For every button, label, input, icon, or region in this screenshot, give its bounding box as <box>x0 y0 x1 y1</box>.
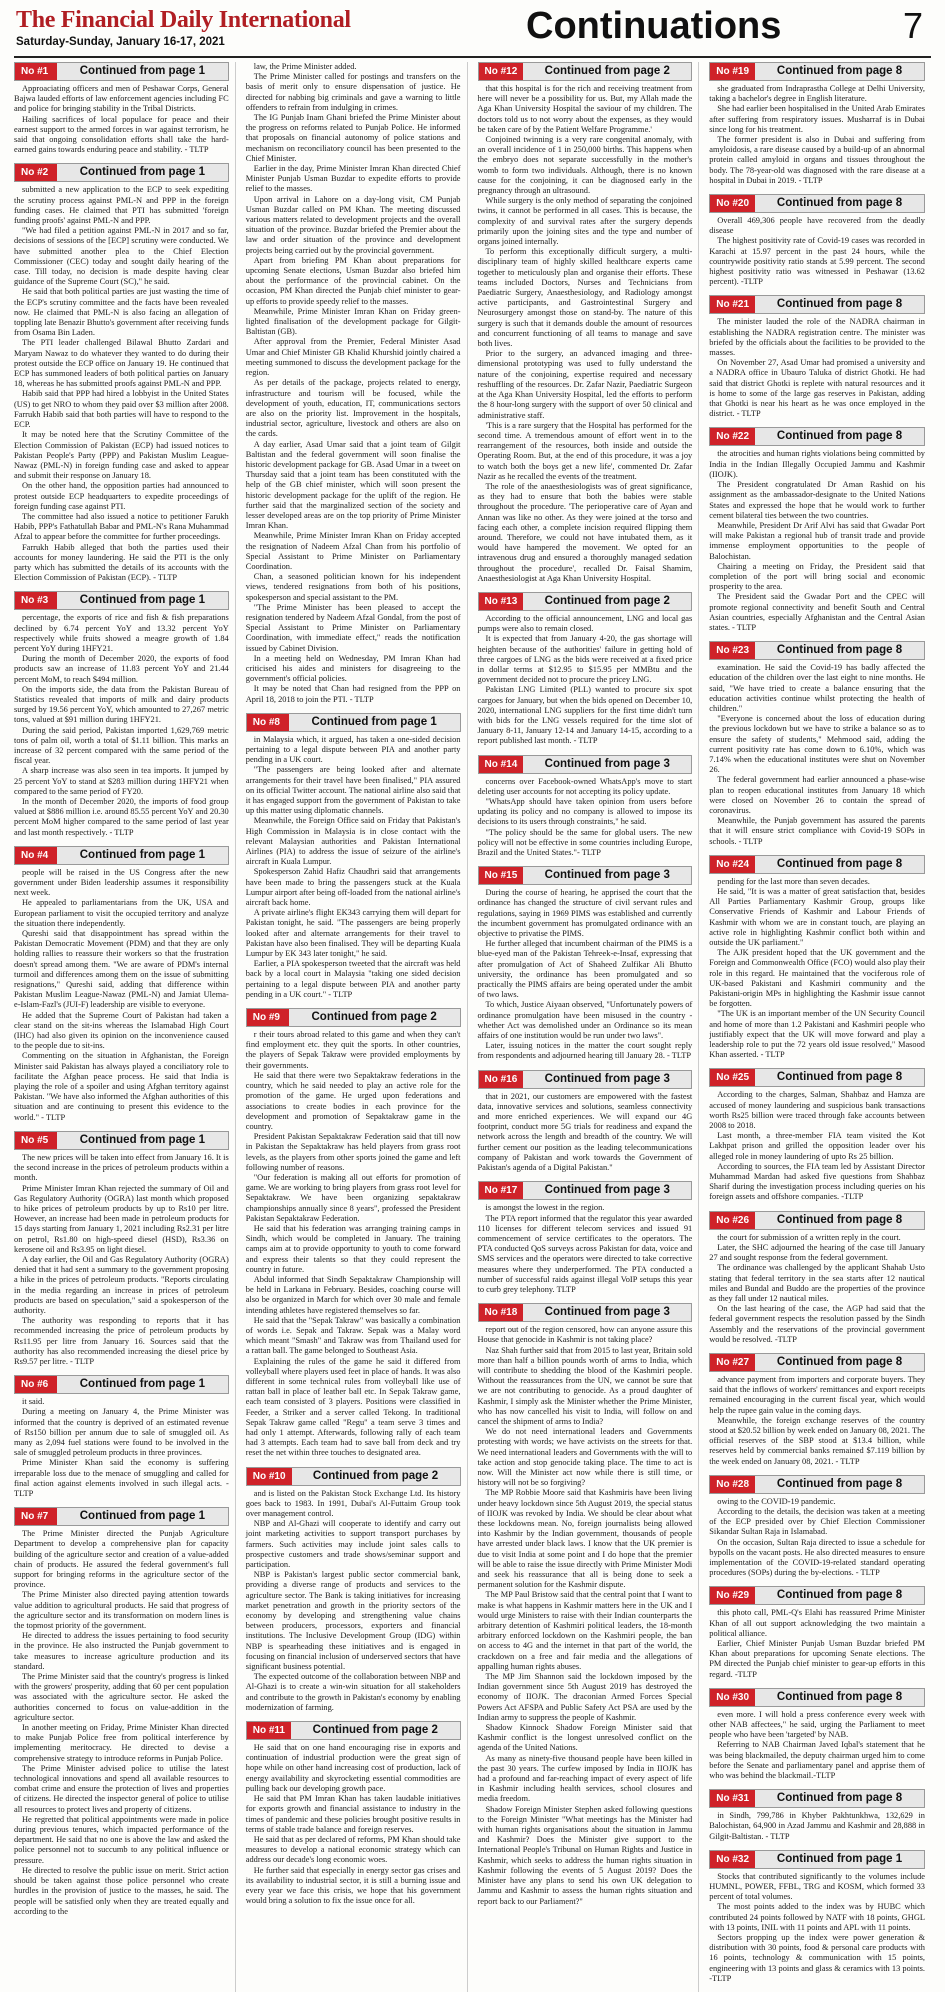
article-paragraph: The former president is also in Dubai and suffering from amyloidosis, a rare disease caused by a build-up of an abnormal protein called amyloid in organs and tissues throughout the body. The 78-year-old was diagnosed with the rare disease at a hospital in Dubai in 2019. - TLTP <box>709 135 925 185</box>
article-header <box>246 1721 461 1740</box>
article-header <box>14 1507 229 1526</box>
article-number-badge: No #22 <box>710 428 755 445</box>
article-paragraph: NBP is Pakistan's largest public sector commercial bank, providing a diverse range of products and services to the agriculture sector. The Bank is taking initiatives for increasing market penetration and growth in the priority sectors of the economy by developing and strengthening value chains between producers, processors, exporters and financial institutions. The Inclusive Development Group (IDG) within NBP is spearheading these initiatives and is engaged in focusing on financial inclusion of underserved sectors that have significant business potential. <box>245 1570 461 1672</box>
article-paragraph: He added that the Supreme Court of Pakistan had taken a clear stand on the sit-ins whereas the Islamabad High Court (IHC) had also given its opinion on the inconvenience caused to the people due to sit-ins. <box>14 1010 229 1051</box>
article-paragraph: The President said the Gwadar Port and the CPEC will promote regional connectivity and benefit South and Central Asian countries, especially Afghanistan and the Central Asian states. - TLTP <box>709 592 925 632</box>
article-paragraph: in Sindh, 799,786 in Khyber Pakhtunkhwa, 132,629 in Balochistan, 64,900 in Azad Jammu and Kashmir and 28,888 in Gilgit-Baltistan. - TLTP <box>709 1811 925 1841</box>
article-paragraph: it said. <box>22 1397 45 1407</box>
continued-article <box>478 866 693 1061</box>
article-header <box>14 62 229 81</box>
article-paragraph: On the occasion, Sultan Raja directed to issue a schedule for bypolls on the vacant posts. He also directed measures to ensure implementation of the COVID-19-related standard operating procedures (SOPs) during the by-elections. - TLTP <box>709 1537 925 1578</box>
article-paragraph: The MP Jim Shannon said the lockdown imposed by the Indian government since 5th August 2019 has destroyed the economy of IIOJK. The draconian Armed Forces Special Powers Act AFSPA and Public Safety Act PSA are used by the Indian army to suppress the people of Kashmir. <box>477 1672 693 1722</box>
article-paragraph: Meanwhile, President Dr Arif Alvi has said that Gwadar Port will make Pakistan a regional hub of transit trade and provide immense employment opportunities to the people of Balochistan. <box>709 520 925 561</box>
article-number-badge: No #1 <box>15 63 57 80</box>
article-paragraph: On the other hand, the opposition parties had announced to protest outside ECP headquarters to expedite proceedings of foreign funding case against PTI. <box>14 481 229 511</box>
article-headline: Continued from page 1 <box>79 848 205 861</box>
column-4 <box>709 62 931 1992</box>
article-paragraph: The IG Punjab Inam Ghani briefed the Prime Minister about the progress on reforms related to Punjab Police. He informed that proposals on financial autonomy of police stations and mechanism on reconciliatory council has been presented to the Chief Minister. <box>245 113 461 163</box>
article-number-badge: No #27 <box>710 1354 755 1371</box>
column-1 <box>14 62 236 1992</box>
article-paragraph: she graduated from Indraprastha College at Delhi University, taking a bachelor's degree in English literature. <box>709 84 925 104</box>
article-header <box>709 1586 925 1605</box>
article-paragraph: On the imports side, the data from the Pakistan Bureau of Statistics revealed that imports of milk and dairy products surged by 19.56 percent YoY, which amounted to 27,267 metric tons, valued at $91 million during 1HFY21. <box>14 684 229 725</box>
continued-article <box>478 1070 693 1174</box>
article-paragraph: He regretted that political appointments were made in police during previous tenures, which impacted performance of the department. He said that no one is above the law and asked the police personnel not to succumb to any political influence or pressure. <box>14 1814 229 1865</box>
article-paragraph: the atrocities and human rights violations being committed by India in the Indian Illegally Occupied Jammu and Kashmir (IIOJK). <box>709 449 925 479</box>
article-paragraph: He appealed to parliamentarians from the UK, USA and European parliament to visit the occupied territory and analyze the situation there independently. <box>14 898 229 928</box>
article-paragraph: "The passengers are being looked after and alternate arrangements for their travel have been finalised," PIA assured on its official Twitter account. The national airline also said that it has engaged support from the government of Pakistan to take up this matter using diplomatic channels. <box>245 765 461 816</box>
article-paragraph: pending for the last more than seven decades. <box>717 876 870 886</box>
article-paragraph: The AJK president hoped that the UK government and the Foreign and Commonwealth Office (FCO) would also play their role in this regard. He maintained that the vociferous role of UK-based Pakistani and Kashmiri community and the Pakistani-origin MPs in highlighting the Kashmir issue cannot be forgotten. <box>709 948 925 1009</box>
article-paragraph: The federal government had earlier announced a phase-wise plan to reopen educational institutes from January 18 which were closed on November 26 to contain the spread of coronavirus. <box>709 775 925 815</box>
masthead <box>14 0 931 58</box>
issue-date: Saturday-Sunday, January 16-17, 2021 <box>16 36 225 48</box>
article-paragraph: The Prime Minister advised police to utilise the latest technological innovations and spend all available resources to combat crime and ensure the protection of lives and properties of citizens. He directed the inspector general of police to utilise all resources to protect lives and property of citizens. <box>14 1763 229 1814</box>
article-paragraph: In a meeting held on Wednesday, PM Imran Khan had criticised his aides and ministers for disagreeing to the government's official policies. <box>245 653 461 684</box>
article-paragraph: that this hospital is for the rich and receiving treatment from here will never be a possibility for us. But, my Allah made the Aga Khan University Hospital the saviour of my children. The doctors told us to not worry about the expenses, as they would be taken care of by the Patient Welfare Programme.' <box>477 84 693 134</box>
article-headline: Continued from page 8 <box>776 430 903 443</box>
article-number-badge: No #5 <box>15 1132 57 1149</box>
article-paragraph: r their tours abroad related to this game and when they can't find employment etc. they quit the sports. In other countries, the players of Sepak Takraw were provided employments by their governments. <box>245 1030 461 1070</box>
article-paragraph: It may be noted that Chan had resigned from the PPP on April 18, 2018 to join the PTI. - TLTP <box>245 684 461 704</box>
article-paragraph: Earlier, Chief Minister Punjab Usman Buzdar briefed PM Khan about preparations for upcoming Senate elections. The PM directed the Punjab chief minister to gear-up efforts in this regard. -TLTP <box>709 1638 925 1679</box>
article-paragraph: Conjoined twinning is a very rare congenital anomaly, with an overall incidence of 1 in 250,000 births. This happens when the embryo does not separate successfully in the mother's womb to form two individuals. Although, there is no known cause for the conjoining, it can be diagnosed early in the pregnancy through an ultrasound. <box>477 135 693 196</box>
article-paragraph: Prime Minister Khan said the economy is suffering irreparable loss due to the menace of smuggling and called for final action against elements involved in such illegal acts. - TLTP <box>14 1458 229 1498</box>
continued-article <box>709 1850 925 1984</box>
article-paragraph: The Prime Minister also directed paying attention towards value addition to agricultural products. He said that progress of the agriculture sector and its transformation on modern lines is the topmost priority of the government. <box>14 1590 229 1631</box>
article-paragraph: Chairing a meeting on Friday, the President said that completion of the port will bring social and economic prosperity to the area. <box>709 561 925 592</box>
article-paragraph: During the course of hearing, he apprised the court that the ordinance has changed the structure of civil servant rules and regulations, saying in 1969 PIMS was established and currently the incumbent government has promulgated ordinance with an objective to privatise the PIMS. <box>477 888 693 939</box>
article-header <box>709 1211 925 1230</box>
article-header <box>709 1353 925 1372</box>
article-paragraph: Earlier, a PIA spokesperson tweeted that the aircraft was held back by a local court in Malaysia "taking one sided decision pertaining to a legal dispute between PIA and another party pending in a UK court." - TLTP <box>245 959 461 999</box>
article-number-badge: No #24 <box>710 856 755 873</box>
article-paragraph: It may be noted here that the Scrutiny Committee of the Election Commission of Pakistan (ECP) had issued notices to Pakistan People's Party (PPP) and Pakistan Muslim League-Nawaz (PML-N) in foreign funding case and asked to appear and submit their response on January 18. <box>14 430 229 481</box>
continued-article <box>14 1375 229 1499</box>
article-header <box>709 194 925 213</box>
continued-article <box>14 846 229 1123</box>
article-paragraph: According to sources, the FIA team led by Assistant Director Muhammad Mardan had asked five questions from Shahbaz Sharif during the investigation process including queries on his foreign assets and offshore companies. -TLTP <box>709 1161 925 1202</box>
article-paragraph: He said that the "Sepak Takraw" was basically a combination of words i.e. Sepak and Takraw. Sepak was a Malay word which meant "Smash" and Takraw was from Thailand used for a rattan ball. The game belonged to Southeast Asia. <box>245 1315 461 1356</box>
article-headline: Continued from page 2 <box>544 594 670 607</box>
article-paragraph: He said that both political parties are just wasting the time of the ECP's scrutiny committee and the facts have been revealed now. He claimed that PML-N is also facing an allegation of toppling late Benazir Bhutto's government after receiving funds from Osama Bin Laden. <box>14 287 229 338</box>
article-headline: Continued from page 3 <box>544 1184 670 1197</box>
article-header <box>14 846 229 865</box>
article-paragraph: this photo call, PML-Q's Elahi has reassured Prime Minister Khan of all out support acknowledging the two maintain a political alliance. <box>709 1608 925 1638</box>
article-number-badge: No #4 <box>15 847 57 864</box>
article-paragraph: He said that on one hand encouraging rise in exports and continuation of industrial production were the great sign of hope while on other hand increasing cost of production, lack of energy availability and skyrocketing essential commodities are pulling back our developing growth pace. <box>245 1743 461 1793</box>
article-header <box>246 1467 461 1486</box>
article-header <box>14 1375 229 1394</box>
article-paragraph: The minister lauded the role of the NADRA chairman in establishing the NADRA registration centre. The minister was briefed by the officials about the facilities to be provided to the masses. <box>709 317 925 358</box>
article-paragraph: Meanwhile, the Punjab government has assured the parents that it will ensure strict compliance with Covid-19 SOPs in schools. - TLTP <box>709 816 925 846</box>
article-paragraph: While surgery is the only method of separating the conjoined twins, it cannot be performed in all cases. This is because, the complexity of and survival rates after the surgery depends primarily upon the joining sites and the type and number of organs joined internally. <box>477 196 693 247</box>
article-paragraph: He directed to address the issues pertaining to food security in the province. He also instructed the Punjab government to take measures to increase agriculture production and its standard. <box>14 1631 229 1671</box>
continued-article <box>246 1008 461 1459</box>
article-headline: Continued from page 3 <box>544 869 670 882</box>
article-paragraph: She had earlier been hospitalised in the United Arab Emirates after suffering from respiratory issues. Musharraf is in Dubai since long for his treatment. <box>709 104 925 134</box>
continued-article <box>14 163 229 583</box>
article-headline: Continued from page 1 <box>776 1852 903 1865</box>
article-paragraph: According to the official announcement, LNG and local gas pumps were also to remain closed. <box>477 613 693 634</box>
article-paragraph: law, the Prime Minister added. <box>253 62 357 71</box>
article-paragraph: He said that there were two Sepaktakraw federations in the country, which he said needed to play an active role for the promotion of the game. He urged upon federations and associations to create bodies in each province for the development and promotion of Sepaktakraw game in the country. <box>245 1070 461 1131</box>
continued-article <box>709 1475 925 1579</box>
article-number-badge: No #21 <box>710 296 755 313</box>
article-paragraph: The highest positivity rate of Covid-19 cases was recorded in Karachi at 15.97 percent in the past 24 hours, while the countrywide positivity ratio stands at 5.99 percent. The second highest positivity ratio was witnessed in Peshawar (13.62 percent). -TLTP <box>709 236 925 287</box>
article-paragraph: advance payment from importers and corporate buyers. They said that the inflows of workers' remittances and export receipts remained encouraging in the current fiscal year, which would help the rupee gain value in the coming days. <box>709 1374 925 1415</box>
column-2 <box>246 62 468 1992</box>
article-paragraph: He said that as per declared of reforms, PM Khan should take measures to develop a national economic strategy which can address our decade's long economic woes. <box>245 1834 461 1865</box>
continued-article <box>709 62 925 186</box>
article-paragraph: Last month, a three-member FIA team visited the Kot Lakhpat prison and grilled the opposition leader over his alleged role in money laundering of upto Rs 25 billion. <box>709 1131 925 1161</box>
article-header <box>478 1303 693 1322</box>
article-header <box>14 163 229 182</box>
article-headline: Continued from page 1 <box>79 1510 205 1523</box>
article-paragraph: 'This is a rare surgery that the Hospital has performed for the second time. A tremendous amount of effort went in to the rearrangement of the resources, both inside and outside the Operating Room. But, at the end of this procedure, it was a joy to watch both the boys get a new life', commented Dr. Zafar Nazir as he recalled the events of the treatment. <box>477 420 693 481</box>
article-paragraph: Pakistan LNG Limited (PLL) wanted to procure six spot cargoes for January, but when the bids opened on December 10, 2020, international LNG suppliers for the first time didn't turn with bids for the LNG vessels required for the time slot of January 8-11, January 12-14 and January 14-15, according to a report published last month. - TLTP <box>477 685 693 746</box>
article-number-badge: No #7 <box>15 1508 57 1525</box>
article-paragraph: During the said period, Pakistan imported 1,629,769 metric tons of palm oil, worth a total of $1.11 billion. This marks an increase of 32 percent compared with the same period of the fiscal year. <box>14 725 229 766</box>
article-headline: Continued from page 8 <box>776 1690 903 1703</box>
article-number-badge: No #9 <box>247 1009 289 1026</box>
article-paragraph: Later, issuing notices in the matter the court sought reply from respondents and adjourned hearing till January 28. - TLTP <box>477 1041 693 1061</box>
article-paragraph: "We had filed a petition against PML-N in 2017 and so far, decisions of sessions of the [ECP] scrutiny were conducted. We have submitted another plea to the Chief Election Commissioner (CEC) today and sought daily hearing of the case. Till today, no decision is made despite having clear guidance of the Supreme Court (SC)," he said. <box>14 226 229 287</box>
article-paragraph: Chan, a seasoned politician known for his independent views, tendered resignations from both of his positions, spokesperson and special assistant to the PM. <box>245 572 461 602</box>
article-number-badge: No #8 <box>247 714 289 731</box>
article-paragraph: Referring to NAB Chairman Javed Iqbal's statement that he was being blackmailed, the deputy chairman urged him to come before the Senate and parliamentary panel and apprise them of who was behind the blackmail.-TLTP <box>709 1740 925 1781</box>
article-paragraph: According to the charges, Salman, Shahbaz and Hamza are accused of money laundering and suspicious bank transactions worth Rs25 billion were traced through fake accounts between 2008 to 2018. <box>709 1090 925 1131</box>
article-paragraph: The ordinance was challenged by the applicant Shahab Usto stating that federal territory in the sea starts after 12 nautical miles and Bundal and Buddo are the properties of the province as they fall under 12 nautical miles. <box>709 1263 925 1303</box>
article-paragraph: concerns over Facebook-owned WhatsApp's move to start deleting user accounts for not accepting its policy update. <box>477 776 693 796</box>
article-header <box>709 1850 925 1869</box>
article-paragraph: Apart from briefing PM Khan about preparations for upcoming Senate elections, Usman Buzdar also briefed him about the performance of the provincial cabinet. On the occasion, PM Khan directed the Punjab chief minister to gear-up efforts to provide speedy relief to the masses. <box>245 255 461 306</box>
article-paragraph: A day earlier, Asad Umar said that a joint team of Gilgit Baltistan and the federal government will soon finalise the historic development package for GB. Asad Umar in a tweet on Thursday said that a joint team has been constituted with the help of the GB chief minister, which will soon present the historic development package for the uplift of the region. He further said that the marginalized section of the society and lesser developed areas are on the top priority of Prime Minister Imran Khan. <box>245 439 461 531</box>
article-headline: Continued from page 2 <box>312 1469 439 1482</box>
article-paragraph: The authority was responding to reports that it has recommended increasing the price of petroleum products by Rs11.95 per litre from January 16. Sources said that the authority has also recommended increasing the diesel price by Rs9.57 per litre. - TLTP <box>14 1316 229 1366</box>
article-headline: Continued from page 8 <box>776 1355 903 1368</box>
article-headline: Continued from page 8 <box>776 298 903 311</box>
continued-article <box>709 1789 925 1842</box>
continued-article <box>709 1211 925 1345</box>
article-header <box>478 62 693 81</box>
continued-article <box>478 755 693 859</box>
article-paragraph: He further said that especially in energy sector gas crises and its availability to industrial sector, it is still a burning issue and every year we face this crisis, we hope that his government would bring a solution to fix the issue once for all. <box>245 1865 461 1906</box>
article-paragraph: the court for submission of a written reply in the court. <box>717 1232 901 1242</box>
continued-article <box>709 1586 925 1679</box>
article-paragraph: The PTI leader challenged Bilawal Bhutto Zardari and Maryam Nawaz to do whatever they wanted to do during their protest outside the ECP office on January 19. He continued that ECP has summoned leaders of both political parties on January 18, whereas he has submitted proofs against PML-N and PPP. <box>14 338 229 389</box>
article-number-badge: No #16 <box>479 1071 524 1088</box>
article-number-badge: No #12 <box>479 63 524 80</box>
article-paragraph: The Prime Minister said that the country's progress is linked with the growers' prosperity, adding that 60 per cent population was associated with the agriculture sector. He asked the authorities concerned to focus on value-addition in the agriculture sector. <box>14 1672 229 1722</box>
article-paragraph: We do not need international leaders and Governments protesting with words; we have activists on the streets for that. We need international leaders and Governments with the will to take action and stop genocide taking place. The time to act is now. Will the Minister act now while there is still time, or history will not be so forgiving? <box>477 1427 693 1488</box>
article-paragraph: is amongst the lowest in the region. <box>485 1203 605 1213</box>
article-number-badge: No #25 <box>710 1069 755 1086</box>
article-paragraph: Habib said that PPP had hired a lobbyist in the United States (US) to get NRO to whom they paid over $3 million after 2008. Farrukh Habib said that both parties will have to respond to the ECP. <box>14 389 229 430</box>
article-headline: Continued from page 2 <box>312 1724 438 1737</box>
article-paragraph: Stocks that contributed significantly to the volumes include HUMNL, POWER, FFBL, TRG and KOSM, which formed 33 percent of total volumes. <box>709 1871 925 1902</box>
article-paragraph: President Pakistan Sepaktakraw Federation said that till now in Pakistan the Sepaktakraw has held players from grass root levels, as the players from other sports joined the game and left following number of reasons. <box>245 1132 461 1172</box>
article-paragraph: After approval from the Premier, Federal Minister Asad Umar and Chief Minister GB Khalid Khurshid jointly chaired a meeting summoned to discuss the development package for the region. <box>245 337 461 378</box>
article-paragraph: Qureshi said that disappointment has spread within the Pakistan Democratic Movement (PDM) and that they are only holding rallies to reassure their workers so that the frustration doesn't spread among them. "We are aware of PDM's internal turmoil and differences among them on the issue of submitting resignations," Qureshi said, adding that difference within Pakistan Muslim League-Nawaz (PML-N) and Jamiat Ulema-e-Islam-Fazl's (JUI-F) leadership are visible to everyone. <box>14 929 229 1010</box>
article-header <box>709 641 925 660</box>
article-paragraph: During the month of December 2020, the exports of food products saw an increase of 11.83 percent YoY and 21.44 percent MoM, to reach $494 million. <box>14 654 229 684</box>
article-headline: Continued from page 8 <box>776 197 903 210</box>
article-paragraph: Shadow Kinnock Shadow Foreign Minister said that Kashmir conflict is the longest unresolved conflict on the agenda of the United Nations. <box>477 1723 693 1753</box>
article-paragraph: The expected outcome of the collaboration between NBP and Al-Ghazi is to create a win-win situation for all stakeholders and contribute to the growth in Pakistan's economy by enabling modernization of farming. <box>245 1672 461 1712</box>
article-paragraph: even more. I will hold a press conference every week with other NAB affectees," he said, urging the Parliament to meet people who have been 'targeted' by NAB. <box>709 1709 925 1740</box>
article-headline: Continued from page 8 <box>776 1071 903 1084</box>
article-header <box>709 1068 925 1087</box>
article-paragraph: A day earlier, the Oil and Gas Regulatory Authority (OGRA) denied that it had sent a summary to the government proposing a hike in the prices of petroleum products. "Reports circulating in the media regarding an increase in prices of petroleum products are based on speculation," said a spokesperson of the authority. <box>14 1254 229 1315</box>
article-paragraph: report out of the region censored, how can anyone assure this House that genocide in Kashmir is not taking place? <box>477 1325 693 1345</box>
article-paragraph: and is listed on the Pakistan Stock Exchange Ltd. Its history goes back to 1983. In 1991, Dubai's Al-Futtaim Group took over management control. <box>245 1488 461 1519</box>
continued-article <box>14 591 229 837</box>
article-paragraph: The Prime Minister directed the Punjab Agriculture Department to develop a comprehensive plan for capacity building of the agriculture sector and creation of a value-added chain of products. He assured the federal government's full support for bringing reforms in the agriculture sector of the province. <box>14 1529 229 1590</box>
article-paragraph: Shadow Foreign Minister Stephen asked following questions to the Foreign Minister "What meetings has the Minister had with human rights organisations about the situation in Jammu and Kashmir? Does the Minister give support to the International People's Tribunal on Human Rights and Justice in Kashmir, which seeks to address the human rights situation in Kashmir following the events of 5 August 2019? Does the Minister have any plans to send his own UK delegation to Jammu and Kashmir to assess the human rights situation and report back to our Parliament?" <box>477 1804 693 1906</box>
article-paragraph: The committee had also issued a notice to petitioner Farukh Habib, PPP's Fathatullah Babar and PML-N's Rana Muhammad Afzal to appear before the committee for further proceedings. <box>14 511 229 542</box>
article-header <box>709 855 925 874</box>
article-paragraph: people will be raised in the US Congress after the new government under Biden leadership assumes it responsibility next week. <box>14 867 229 898</box>
article-header <box>478 755 693 774</box>
article-headline: Continued from page 8 <box>776 1213 903 1226</box>
continued-article <box>709 427 925 633</box>
article-paragraph: examination. He said the Covid-19 has badly affected the education of the children over the last eight to nine months. He said, "We have tried to create a balance ensuring that the education activities continue whilst protecting the health of children." <box>709 663 925 713</box>
continued-article <box>478 1303 693 1907</box>
article-paragraph: Upon arrival in Lahore on a day-long visit, CM Punjab Usman Buzdar called on PM Khan. The meeting discussed various matters related to development projects and the overall situation of the province. Buzdar briefed the Premier about the law and order situation of the province and development projects being carried out by the provincial government. <box>245 194 461 255</box>
article-paragraph: Naz Shah further said that from 2015 to last year, Britain sold more than half a billion pounds worth of arms to India, which will contribute to shedding the blood of the Kashmiri people. Without the reassurances from the UN, we cannot be sure that we are not contributing to genocide. As a proud daughter of Kashmir, I simply ask the Minister whether the Prime Minister, who has now cancelled his visit to India, will follow on and cancel the shipment of arms to India? <box>477 1345 693 1426</box>
article-number-badge: No #6 <box>15 1376 57 1393</box>
article-paragraph: A sharp increase was also seen in tea imports. It jumped by 25 percent YoY to stand at $283 million during 1HFY21 when compared to the same period of FY20. <box>14 766 229 796</box>
paper-name: The Financial Daily International <box>16 7 351 33</box>
continued-article <box>709 1353 925 1467</box>
article-paragraph: The Prime Minister called for postings and transfers on the basis of merit only to ensure dispensation of justice. He directed for nabbing big criminals and gave a warning to little offenders to refrain from indulging in crimes. <box>245 72 461 112</box>
article-number-badge: No #19 <box>710 63 755 80</box>
article-paragraph: "The Prime Minister has been pleased to accept the resignation tendered by Nadeem Afzal Gondal, from the post of Special Assistant to Prime Minister on Parliamentary Coordination, with immediate effect," reads the notification issued by Cabinet Division. <box>245 602 461 653</box>
article-paragraph: He said that PM Imran Khan has taken laudable initiatives for exports growth and financial assistance to industry in the times of pandemic and these policies brought positive results in terms of stable trade balance and foreign reserves. <box>245 1794 461 1834</box>
article-paragraph: "WhatsApp should have taken opinion from users before updating its policy and no company is allowed to impose its decisions to its users through constraints," he said. <box>477 797 693 827</box>
continued-article <box>709 194 925 287</box>
article-paragraph: The MP Robbie Moore said that Kashmiris have been living under heavy lockdown since 5th August 2019, the special status of IIOJK was revoked by India. We should be clear about what these lockdowns mean. No, foreign journalists being allowed into Kashmir by the Indian government, thousands of people have arrested under black laws. I know that the UK premier is due to visit India at some point and I do hope that the premier will be able to raise the issue directly with Prime Minister Modi and seek his reassurance that all is being done to seek a permanent solution for the Kashmir dispute. <box>477 1488 693 1590</box>
article-headline: Continued from page 3 <box>544 1306 670 1319</box>
article-paragraph: Commenting on the situation in Afghanistan, the Foreign Minister said Pakistan has always played a conciliatory role to facilitate the Afghan peace process. He said that India is playing the role of a spoiler and using Afghan territory against Pakistan. "We have also informed the Afghan authorities of this situation and are continuing to present this evidence to the world." - TLTP <box>14 1051 229 1122</box>
article-paragraph: Meanwhile, the foreign exchange reserves of the country stood at $20.52 billion by week ended on January 08, 2021. The official reserves of the SBP stood at $13.4 billion, while reserves held by commercial banks remained $7.119 billion by the week ended on January 08, 2021. - TLTP <box>709 1415 925 1466</box>
article-header <box>709 62 925 81</box>
article-number-badge: No #18 <box>479 1304 524 1321</box>
article-paragraph: Explaining the rules of the game he said it differed from volleyball where players used feet in place of hands. It was also different in some technical rules from volleyball like use of rattan ball in place of leather ball etc. In Sepak Takraw game, each team consisted of 3 players. Positions were classified in Feeder, a Striker and a server called Tekong. In traditional Sepak Takraw game called "Regu" a team serve 3 times and had only 1 attempt. Afterwards, following rally of each team had 3 attempts. Each team had to save ball from deck and try reset the net within three touches to designated area. <box>245 1356 461 1458</box>
continued-article <box>478 62 693 584</box>
article-columns <box>14 62 931 1983</box>
article-paragraph: Spokesperson Zahid Hafiz Chaudhri said that arrangements have been made to bring the passengers stuck at the Kuala Lumpur airport after being off-loaded from the national airline's aircraft back home. <box>245 867 461 908</box>
continued-article <box>14 62 229 155</box>
article-header <box>246 1008 461 1027</box>
article-number-badge: No #3 <box>15 592 57 609</box>
article-headline: Continued from page 1 <box>79 166 205 179</box>
continued-article <box>709 1068 925 1202</box>
article-paragraph: According to the details, the decision was taken at a meeting of the ECP presided over by Chief Election Commissioner Sikandar Sultan Raja in Islamabad. <box>709 1506 925 1537</box>
article-header <box>14 591 229 610</box>
article-header <box>478 1181 693 1200</box>
continued-article <box>246 1721 461 1906</box>
article-paragraph: On the last hearing of the case, the AGP had said that the federal government respects the resolution passed by the Sindh Assembly and the reservations of the provincial government would be resolved. -TLTP <box>709 1304 925 1344</box>
continued-article <box>709 641 925 847</box>
article-headline: Continued from page 8 <box>776 1477 903 1490</box>
article-paragraph: Meanwhile, Prime Minister Imran Khan on Friday green-lighted finalisation of the development package for Gilgit-Baltistan (GB). <box>245 306 461 337</box>
article-paragraph: Hailing sacrifices of local populace for peace and their earnest support to the armed forces in war against terrorism, he said that ongoing consolidation efforts shall take the hard-earned gains towards enduring peace and stability. - TLTP <box>14 114 229 155</box>
article-paragraph: "The policy should be the same for global users. The new policy will not be effective in some countries including Europe, Brazil and the United States."- TLTP <box>477 827 693 858</box>
article-paragraph: Meanwhile, the Foreign Office said on Friday that Pakistan's High Commission in Malaysia is in close contact with the relevant Malaysian authorities and Pakistan International Airlines (PIA) to address the issue of seizure of the airline's aircraft in Kuala Lumpur. <box>245 816 461 867</box>
continued-article <box>478 1181 693 1295</box>
article-paragraph: The President congratulated Dr Aman Rashid on his assignment as the ambassador-designate to the United Nations States and expressed the hope that he would work to further cement bilateral ties between the two countries. <box>709 480 925 520</box>
article-paragraph: On November 27, Asad Umar had promised a university and a NADRA office in Ubauro Taluka of district Ghotki. He had said that district Ghotki is replete with natural resources and it is home to some of the large gas reserves in Pakistan, adding that Ghotki is near his heart as he was once employed in the district. - TLTP <box>709 358 925 419</box>
article-headline: Continued from page 8 <box>776 857 903 870</box>
article-header <box>478 866 693 885</box>
article-header <box>709 427 925 446</box>
article-paragraph: "Everyone is concerned about the loss of education during the previous lockdown but we have to strike a balance so as to ensure the safety of students," Mehmood said, adding the current positivity rate has come down to 6.10%, which was 7.14% when the educational institutes were shut on November 26. <box>709 714 925 775</box>
article-paragraph: A private airline's flight EK343 carrying them will depart for Pakistan tonight, he said. "The passengers are being properly looked after and alternate arrangements for their travel to Pakistan have also been finalised. They will be departing Kuala Lumpur by EK 343 later tonight," he said. <box>245 908 461 959</box>
article-number-badge: No #10 <box>247 1468 292 1485</box>
article-paragraph: The new prices will be taken into effect from January 16. It is the second increase in the prices of petroleum products within a month. <box>14 1152 229 1183</box>
article-header <box>709 1475 925 1494</box>
article-paragraph: It is expected that from January 4-20, the gas shortage will heighten because of the authorities' failure in getting hold of three cargoes of LNG as the bids were received at a fixed price in dollar terms at $12.95 to $15.95 per MMBtu and the government decided not to procure the pricey LNG. <box>477 634 693 685</box>
article-paragraph: The role of the anaesthesiologists was of great significance, as they had to ensure that both the babies were stable throughout the procedure. 'The perioperative care of Ayan and Annan was like no other. As they were joined at the torso and facing each other, a complete incision required flipping them around. Therefore, we could not have intubated them, as it would have hampered the movement. We opted for an intravenous drug and ensured a thoroughly managed sedation throughout the procedure', recalled Dr. Faisal Shamim, Anaesthesiologist at Aga Khan University Hospital. <box>477 481 693 583</box>
article-paragraph: The PTA report informed that the regulator this year awarded 110 licenses for different telecom services and issued 91 commencement of service certificates to the operators. The PTA conducted QoS surveys across Pakistan for data, voice and SMS services and the operators were directed to take corrective measures where they underperformed. The PTA conducted a number of successful raids against illegal VoIP setups this year to curb grey telephony. TLTP <box>477 1213 693 1294</box>
article-number-badge: No #11 <box>247 1722 291 1739</box>
article-number-badge: No #30 <box>710 1689 755 1706</box>
article-paragraph: Later, the SHC adjourned the hearing of the case till January 27 and sought response from the federal government. <box>709 1242 925 1263</box>
continued-article <box>246 62 461 705</box>
article-paragraph: He said that his federation was arranging training camps in Sindh, which would be completed in January. The training camps aim at to provide opportunity to youth to come forward and express their talents so that they could represent the country in future. <box>245 1223 461 1274</box>
article-number-badge: No #23 <box>710 642 755 659</box>
continued-article <box>709 1688 925 1781</box>
article-paragraph: Approaciating officers and men of Peshawar Corps, General Bajwa lauded efforts of law enforcement agencies including FC and police for bringing stability in the Tribal Districts. <box>14 84 229 114</box>
article-paragraph: The MP Paul Bristow said that the central point that I want to make is what happens in Kashmir matters here in the UK and I would urge Ministers to raise with their Indian counterparts the arbitrary detention of Kashmiri political leaders, the 18-month arbitrary enforced lockdown on the Kashmiri people, the ban on access to 4G and the internet in that part of the world, the crackdown on a free and fair media and the allegations of appalling human rights abuses. <box>477 1590 693 1671</box>
article-headline: Continued from page 1 <box>79 594 205 607</box>
article-paragraph: "The UK is an important member of the UN Security Council and home of more than 1.2 Pakistani and Kashmiri people who justifiably expect that the UK will move forward and play a leadership role to put the 72 years old issue resolved," Masood Khan asserted. - TLTP <box>709 1009 925 1060</box>
article-headline: Continued from page 1 <box>79 1378 205 1391</box>
article-number-badge: No #14 <box>479 756 524 773</box>
article-paragraph: He directed to resolve the public issue on merit. Strict action should be taken against those police personnel who create hurdles in the provision of justice to the masses, he said. The people will be satisfied only when they are treated equally and according to the <box>14 1865 229 1916</box>
article-paragraph: owing to the COVID-19 pandemic. <box>717 1496 836 1506</box>
article-paragraph: To which, Justice Aiyaan observed, "Unfortunately powers of ordinance promulgation have been misused in the country - whether Act was demolished under an Ordinance so its mean affairs of one institution would be run under two laws". <box>477 1000 693 1041</box>
article-header <box>709 1688 925 1707</box>
brand-block <box>16 8 351 48</box>
article-paragraph: Abdul informed that Sindh Sepaktakraw Championship will be held in Larkana in February. Besides, coaching course will also be organized in March for which over 30 male and female intending athletes have registered themselves so far. <box>245 1274 461 1315</box>
article-paragraph: He further alleged that incumbent chairman of the PIMS is a blue-eyed man of the Pakistan Tehreek-e-Insaf, expressing that after promulgation of Act of Shaheed Zulfikar Ali Bhutto university, the ordinance has been promulgated and so practically the PIMS affairs are being operated under the ambit of two laws. <box>477 939 693 1000</box>
article-number-badge: No #17 <box>479 1182 524 1199</box>
article-paragraph: In the month of December 2020, the imports of food group valued at $886 million i.e. around 85.55 percent YoY and 20.30 percent MoM higher compared to the same period of last year and last month respectively. - TLTP <box>14 797 229 837</box>
article-paragraph: NBP and Al-Ghazi will cooperate to identify and carry out joint marketing activities to support transport purchases by farmers. Such activities may include joint sales calls to prospective customers and trade shows/seminar support and participation. <box>245 1519 461 1570</box>
continued-article <box>709 855 925 1061</box>
article-paragraph: "Our federation is making all out efforts for promotion of game. We are working to bring players from grass root level for Sepaktakraw. We have been organizing sepaktakraw championships annually since 8 years", professed the President Pakistan Sepaktakraw Federation. <box>245 1172 461 1223</box>
article-paragraph: In another meeting on Friday, Prime Minister Khan directed to make Punjab Police free from political interference by implementing meritocracy. He directed to devise a comprehensive strategy to introduce reforms in Punjab Police. <box>14 1723 229 1763</box>
article-header <box>709 1789 925 1808</box>
article-headline: Continued from page 1 <box>79 65 205 77</box>
article-paragraph: To perform this exceptionally difficult surgery, a multi-disciplinary team of highly skilled healthcare experts came together to meticulously plan and organise their efforts. These teams included Doctors, Nurses and Technicians from Paediatric Surgery, Anaesthesiology, and Radiology amongst active participants, and Gastrointestinal Surgery and Neurosurgery amongst those on stand-by. The nature of this surgery is such that it demands double the amount of resources and concurrent functioning of all teams to manage and save both lives. <box>477 247 693 349</box>
continued-article <box>709 295 925 419</box>
article-paragraph: Earlier in the day, Prime Minister Imran Khan directed Chief Minister Punjab Usman Buzdar to expedite efforts to provide relief to the masses. <box>245 164 461 194</box>
article-header <box>478 1070 693 1089</box>
article-number-badge: No #31 <box>710 1790 755 1807</box>
article-paragraph: As many as ninety-five thousand people have been killed in the past 30 years. The curfew imposed by India in IIOJK has had a profound and far-reaching impact of every aspect of life in Kashmir including health services, school closures and media freedom. <box>477 1753 693 1804</box>
article-paragraph: As per details of the package, projects related to energy, infrastructure and tourism will be focused, while the development of youth, education, IT, communications sectors are also on the priority list. Improvement in the hospitals, industrial sector, agriculture, livestock and others are also on the cards. <box>245 378 461 439</box>
article-paragraph: Prior to the surgery, an advanced imaging and three-dimensional prototyping was used to fully understand the nature of the conjoining, expertise required and necessary reshuffling of the resources. Dr. Zafar Nazir, Paediatric Surgeon at the Aga Khan University Hospital, led the efforts to perform the 8 hour-long surgery with the support of over 50 clinical and administrative staff. <box>477 349 693 420</box>
article-headline: Continued from page 2 <box>544 65 670 77</box>
column-3 <box>478 62 700 1992</box>
article-paragraph: in Malaysia which, it argued, has taken a one-sided decision pertaining to a legal dispute between PIA and another party pending in a UK court. <box>245 734 461 765</box>
article-number-badge: No #15 <box>479 867 524 884</box>
continued-article <box>246 713 461 1000</box>
section-title: Continuations <box>526 5 782 47</box>
article-number-badge: No #32 <box>710 1851 755 1868</box>
article-headline: Continued from page 1 <box>79 1133 205 1146</box>
article-header <box>246 713 461 732</box>
article-paragraph: Sectors propping up the index were power generation & distribution with 30 points, food & personal care products with 16 points, technology & communication with 15 points, engineering with 13 points and glass & ceramics with 13 points. -TLTP <box>709 1933 925 1983</box>
article-paragraph: The most points added to the index was by HUBC which contributed 24 points followed by NATF with 18 points, GHGL with 13 points, INIL with 11 points and APL with 11 points. <box>709 1902 925 1932</box>
article-header <box>709 295 925 314</box>
continued-article <box>478 592 693 747</box>
article-number-badge: No #28 <box>710 1476 755 1493</box>
article-paragraph: percentage, the exports of rice and fish & fish preparations declined by 6.74 percent YoY and 13.32 percent YoY respectively while fruits showed a meagre growth of 1.84 percent YoY during 1HFY21. <box>14 613 229 653</box>
page-number: 7 <box>902 5 923 46</box>
article-headline: Continued from page 1 <box>311 715 437 728</box>
article-number-badge: No #20 <box>710 195 755 212</box>
article-headline: Continued from page 3 <box>544 757 670 770</box>
article-paragraph: that in 2021, our customers are empowered with the fastest data, innovative services and solutions, seamless connectivity and more enriched experiences. We will expand our 4G footprint, conduct more 5G trials for readiness and expand the network across the length and breadth of the country. We will further cement our position as the leading telecommunications company of Pakistan and work towards the Government of Pakistan's agenda of a Digital Pakistan." <box>477 1091 693 1173</box>
article-headline: Continued from page 8 <box>776 1792 903 1805</box>
article-paragraph: Prime Minister Imran Khan rejected the summary of Oil and Gas Regulatory Authority (OGRA) last month which proposed to hike prices of petroleum products by up to Rs10 per litre. However, an increase had been made in petroleum products for 15 days starting from January 1, 2021 including Rs2.31 per litre on petrol, Rs1.80 on high-speed diesel (HSD), Rs3.36 on kerosene oil and Rs3.95 on light diesel. <box>14 1183 229 1254</box>
article-paragraph: submitted a new application to the ECP to seek expediting the scrutiny process against PML-N and PPP in the foreign funding cases. He claimed that PTI has submitted 'foreign funding proofs' against PML-N and PPP. <box>14 185 229 226</box>
continued-article <box>14 1507 229 1917</box>
continued-article <box>14 1131 229 1367</box>
continued-article <box>246 1467 461 1713</box>
article-number-badge: No #26 <box>710 1212 755 1229</box>
article-headline: Continued from page 8 <box>776 65 903 77</box>
article-paragraph: He said, "It is was a matter of great satisfaction that, besides All Parties Parliamentary Kashmir Group, groups like Conservative Friends of Kashmir and Labour Friends of Kashmir with whom we are in constant touch, are playing an active role in highlighting Kashmir conflict both within and outside the UK parliament." <box>709 887 925 948</box>
article-header <box>478 592 693 611</box>
article-paragraph: During a meeting on January 4, the Prime Minister was informed that the country is deprived of an estimated revenue of Rs150 billion per annum due to sale of smuggled oil. As many as 2,094 fuel stations were found to be involved in the sale of smuggled petroleum products in three provinces. <box>14 1407 229 1458</box>
article-paragraph: Overall 469,306 people have recovered from the deadly disease <box>709 216 925 236</box>
article-number-badge: No #2 <box>15 164 57 181</box>
article-number-badge: No #13 <box>479 593 524 610</box>
article-header <box>14 1131 229 1150</box>
article-headline: Continued from page 8 <box>776 1589 903 1602</box>
article-number-badge: No #29 <box>710 1587 755 1604</box>
article-paragraph: Meanwhile, Prime Minister Imran Khan on Friday accepted the resignation of Nadeem Afzal Chan from his portfolio of Special Assistant to Prime Minister on Parliamentary Coordination. <box>245 531 461 571</box>
article-paragraph: Farrukh Habib alleged that both the parties used their accounts for money laundering. He said the PTI is the only party which has submitted the details of its accounts with the Election Commission of Pakistan (ECP). - TLTP <box>14 542 229 583</box>
article-headline: Continued from page 8 <box>776 644 903 657</box>
article-headline: Continued from page 3 <box>544 1072 670 1085</box>
article-headline: Continued from page 2 <box>311 1011 437 1024</box>
